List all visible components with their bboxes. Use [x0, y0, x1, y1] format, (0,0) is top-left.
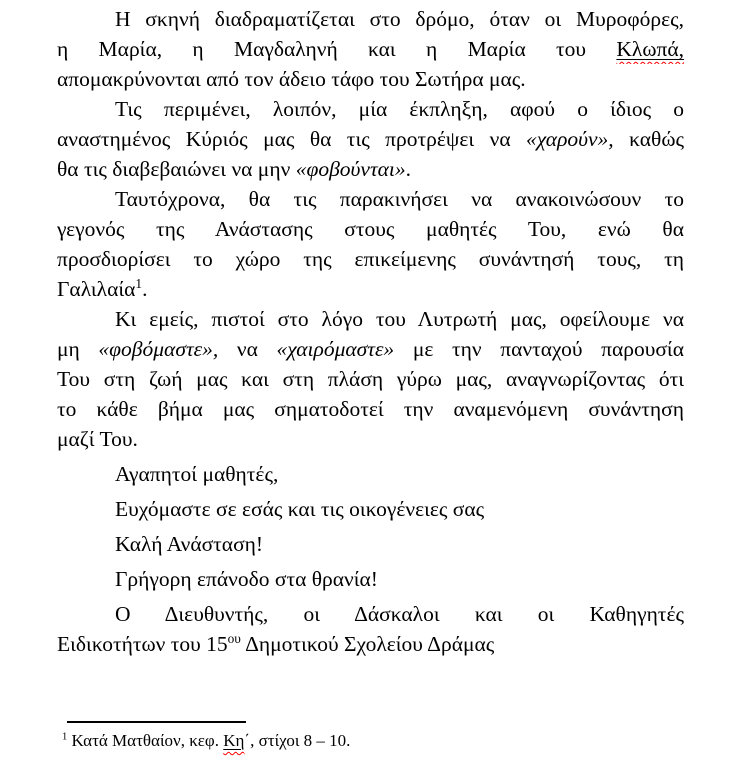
text-line — [57, 564, 684, 594]
text-segment: Ευχόμαστε σε εσάς και τις οικογένειες σας — [115, 497, 485, 521]
para-signature — [57, 599, 684, 659]
para-good-resurrection — [57, 529, 684, 559]
footnote-line — [62, 730, 682, 752]
text-segment: απομακρύνονται από τον άδειο τάφο του Σωτήρα μας. — [57, 67, 526, 91]
text-segment: Του στη ζωή μας και στη πλάση γύρω μας, αναγνωρίζοντας ότι — [57, 367, 684, 391]
italic-quote: «χαρούν», — [526, 127, 614, 151]
footnote-text — [62, 730, 682, 752]
text-line — [57, 274, 684, 304]
para-announcement — [57, 184, 684, 304]
text-segment: Κατά Ματθαίον, κεφ. — [67, 731, 224, 750]
text-segment: Αγαπητοί μαθητές, — [115, 462, 279, 486]
text-segment: Γαλιλαία — [57, 277, 136, 301]
text-segment: αναστημένος Κύριός μας θα τις προτρέψει να — [57, 127, 527, 151]
text-segment: Καλή Ανάσταση! — [115, 532, 264, 556]
underlined-misspelled-text — [223, 731, 244, 750]
spellcheck-squiggle-text: Κη — [223, 731, 245, 750]
text-segment: το κάθε βήμα μας σηματοδοτεί την αναμενόμενη συνάντηση — [57, 397, 684, 421]
superscript-reference: 1 — [62, 731, 68, 743]
text-segment: . — [142, 277, 148, 301]
text-line — [57, 214, 684, 244]
text-line — [57, 494, 684, 524]
text-line — [57, 424, 684, 454]
text-segment: Δημοτικού Σχολείου Δράμας — [240, 632, 495, 656]
text-segment: με την πανταχού παρουσία — [394, 337, 684, 361]
text-segment: γεγονός της Ανάστασης στους μαθητές Του, ενώ θα — [57, 217, 684, 241]
text-line — [57, 529, 684, 559]
italic-quote: «φοβόμαστε», — [98, 337, 219, 361]
para-wishes — [57, 494, 684, 524]
text-segment: Τις περιμένει, λοιπόν, μία έκπληξη, αφού ο ίδιος ο — [115, 97, 684, 121]
text-line — [57, 629, 684, 659]
text-segment: Ταυτόχρονα, θα τις παρακινήσει να ανακοινώσουν το — [115, 187, 684, 211]
text-line — [57, 94, 684, 124]
footnote — [62, 721, 682, 752]
text-line — [57, 34, 684, 64]
text-segment: Ο Διευθυντής, οι Δάσκαλοι και οι Καθηγητές — [115, 602, 684, 626]
text-line — [57, 459, 684, 489]
text-line — [57, 364, 684, 394]
text-segment: Κι εμείς, πιστοί στο λόγο του Λυτρωτή μας, οφείλουμε να — [115, 307, 684, 331]
para-faithful — [57, 304, 684, 454]
text-line — [57, 334, 684, 364]
text-line — [57, 394, 684, 424]
footnote-separator — [67, 721, 246, 723]
spellcheck-squiggle-text: Κλωπά, — [616, 37, 684, 61]
superscript-reference: 1 — [135, 275, 143, 291]
text-line — [57, 64, 684, 94]
text-segment: ΄, στίχοι 8 – 10. — [244, 731, 351, 750]
text-segment: μη — [57, 337, 99, 361]
text-line — [57, 184, 684, 214]
italic-quote: «φοβούνται» — [295, 157, 406, 181]
text-segment: να — [218, 337, 277, 361]
underlined-misspelled-text — [616, 37, 684, 61]
text-segment: θα τις διαβεβαιώνει να μην — [57, 157, 296, 181]
text-line — [57, 4, 684, 34]
document-body — [57, 4, 684, 659]
para-surprise — [57, 94, 684, 184]
para-scene — [57, 4, 684, 94]
text-line — [57, 154, 684, 184]
para-dear-students — [57, 459, 684, 489]
text-segment: Η σκηνή διαδραματίζεται στο δρόμο, όταν οι Μυροφόρες, — [115, 7, 684, 31]
text-line — [57, 244, 684, 274]
text-line — [57, 124, 684, 154]
text-segment: η Μαρία, η Μαγδαληνή και η Μαρία του — [57, 37, 617, 61]
text-segment: καθώς — [613, 127, 684, 151]
text-line — [57, 599, 684, 629]
text-segment: προσδιορίσει το χώρο της επικείμενης συνάντησή τους, τη — [57, 247, 684, 271]
text-segment: Γρήγορη επάνοδο στα θρανία! — [115, 567, 378, 591]
italic-quote: «χαιρόμαστε» — [276, 337, 395, 361]
text-segment: . — [405, 157, 412, 181]
text-segment: μαζί Του. — [57, 427, 138, 451]
superscript-reference: ου — [227, 630, 241, 646]
text-line — [57, 304, 684, 334]
para-return-to-desks — [57, 564, 684, 594]
text-segment: Ειδικοτήτων του 15 — [57, 632, 228, 656]
